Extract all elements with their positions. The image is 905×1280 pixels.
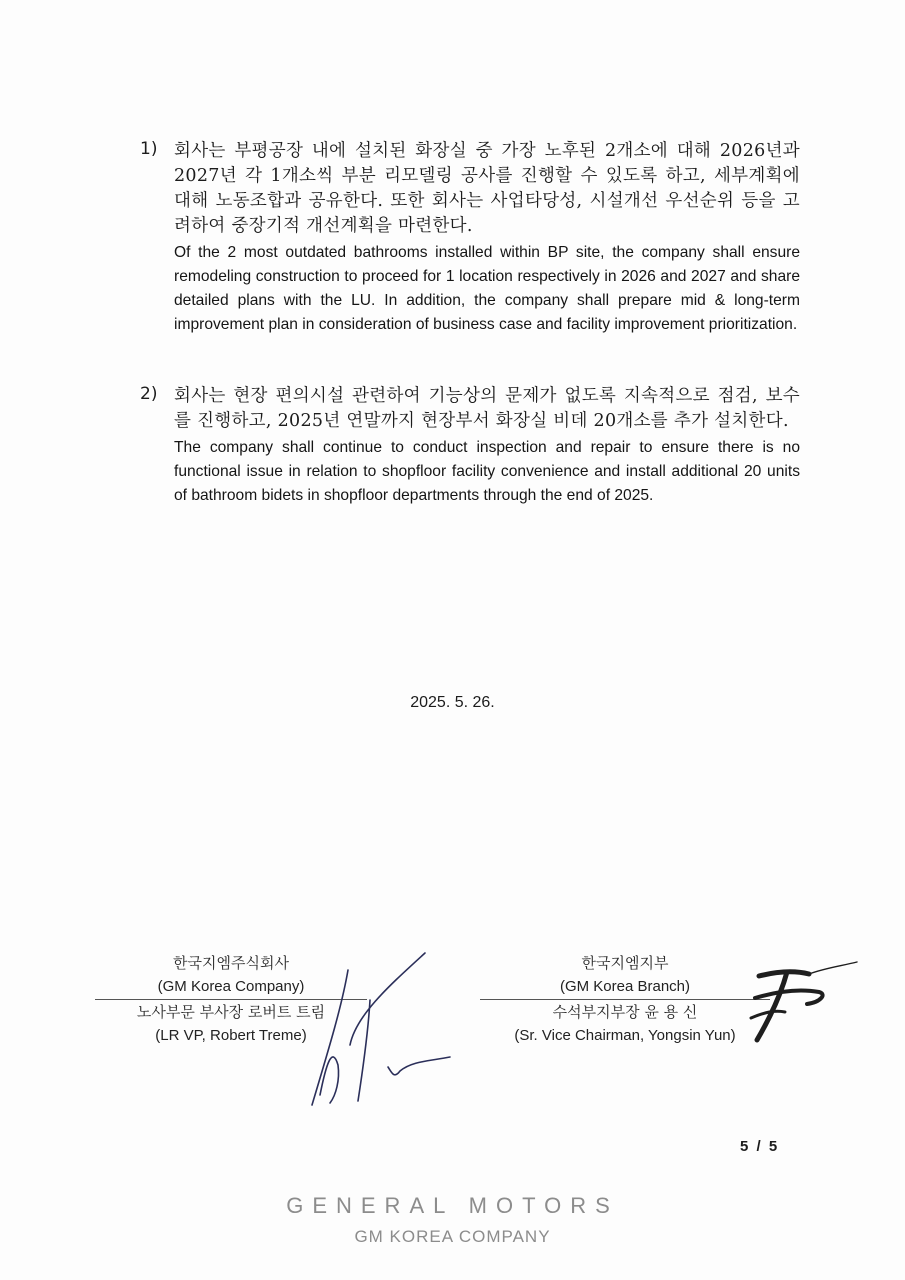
right-org-korean: 한국지엠지부 bbox=[581, 954, 669, 972]
left-title-korean: 노사부문 부사장 로버트 트림 bbox=[136, 1003, 326, 1021]
footer-brand: GENERAL MOTORS bbox=[286, 1193, 619, 1218]
left-org-english: (GM Korea Company) bbox=[157, 978, 305, 995]
clause-1-number: 1) bbox=[140, 139, 158, 159]
clause-1-korean: 회사는 부평공장 내에 설치된 화장실 중 가장 노후된 2개소에 대해 2026년과 2027년 각 1개소씩 부분 리모델링 공사를 진행할 수 있도록 하고, 세부계획에 대해 노동조합과 공유한다. 또한 회사는 사업타당성, 시설개선 우선순위 등을 고려하여 중장기적 개선계획을 마련한다. bbox=[174, 141, 800, 236]
signatory-right bbox=[480, 952, 770, 1047]
clause-1 bbox=[140, 139, 800, 337]
left-title-english: (LR VP, Robert Treme) bbox=[155, 1027, 307, 1044]
agreement-date: 2025. 5. 26. bbox=[410, 694, 495, 711]
clause-2 bbox=[140, 384, 800, 508]
left-org-korean: 한국지엠주식회사 bbox=[173, 954, 289, 972]
clause-2-korean: 회사는 현장 편의시설 관련하여 기능상의 문제가 없도록 지속적으로 점검, 보수를 진행하고, 2025년 연말까지 현장부서 화장실 비데 20개소를 추가 설치한다. bbox=[174, 386, 800, 431]
clause-1-english: Of the 2 most outdated bathrooms installed within BP site, the company shall ensure remodeling construction to proceed for 1 location respectively in 2026 and 2027 and share detailed plans with the LU. In addition, the company shall prepare mid & long-term improvement plan in consideration of business case and facility improvement prioritization. bbox=[174, 244, 800, 333]
right-handwritten-signature bbox=[745, 958, 860, 1048]
clause-2-number: 2) bbox=[140, 384, 158, 404]
right-signature-line bbox=[480, 999, 770, 1000]
footer-company: GM KOREA COMPANY bbox=[354, 1227, 551, 1246]
page-number: 5 / 5 bbox=[740, 1138, 780, 1155]
right-org-english: (GM Korea Branch) bbox=[559, 978, 691, 995]
clause-2-english: The company shall continue to conduct inspection and repair to ensure there is no functional issue in relation to shopfloor facility convenience and install additional 20 units of bathroom bidets in shopfloor departments through the end of 2025. bbox=[174, 439, 800, 504]
right-title-english: (Sr. Vice Chairman, Yongsin Yun) bbox=[514, 1027, 736, 1044]
left-handwritten-signature bbox=[290, 945, 460, 1115]
right-title-korean: 수석부지부장 윤 용 신 bbox=[552, 1003, 698, 1021]
